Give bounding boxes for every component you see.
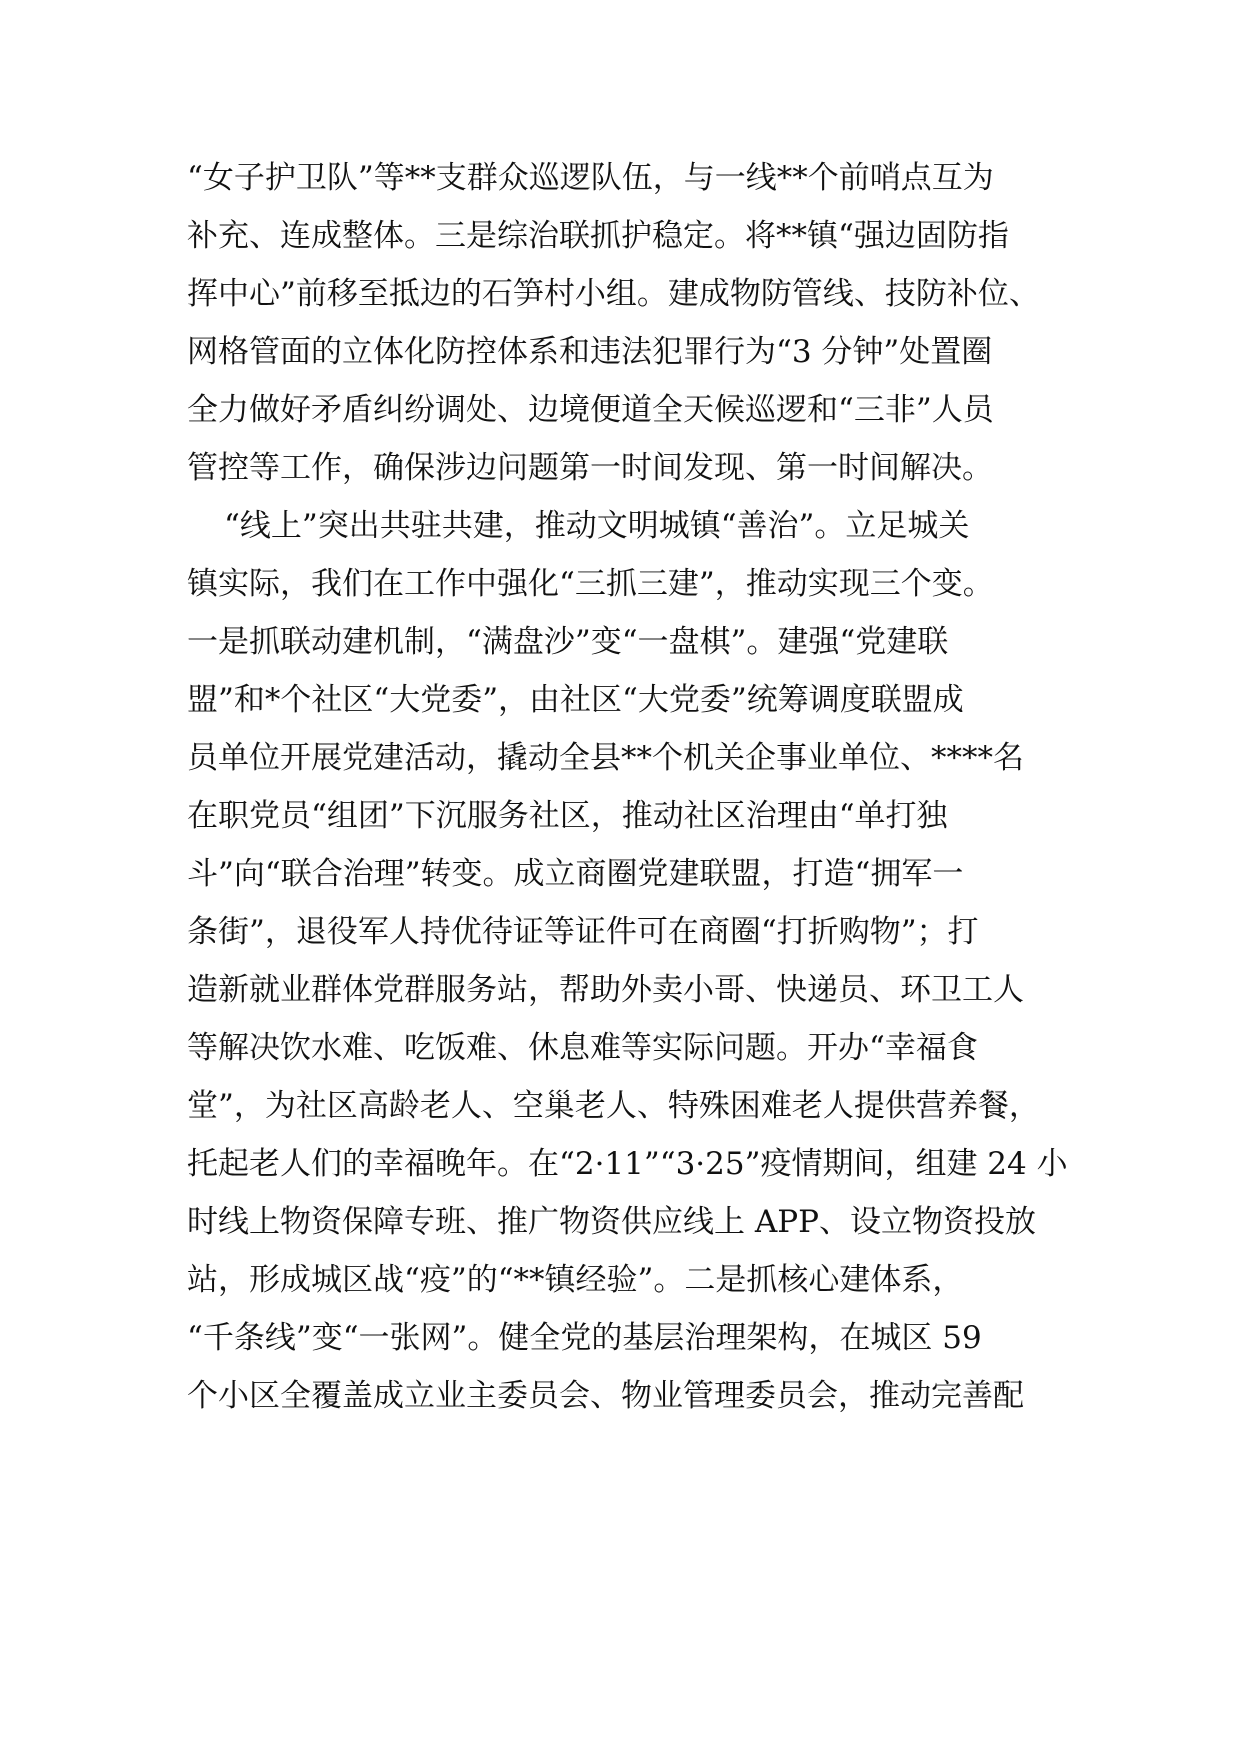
text-line: 网格管面的立体化防控体系和违法犯罪行为“3 分钟”处置圈 [187, 334, 993, 370]
text-line: 挥中心”前移至抵边的石笋村小组。建成物防管线、技防补位、 [187, 276, 1040, 312]
text-line: 一是抓联动建机制，“满盘沙”变“一盘棋”。建强“党建联 [187, 624, 949, 660]
text-line: 斗”向“联合治理”转变。成立商圈党建联盟，打造“拥军一 [187, 856, 964, 892]
text-line: 造新就业群体党群服务站，帮助外卖小哥、快递员、环卫工人 [187, 972, 1024, 1008]
text-line: 条街”，退役军人持优待证等证件可在商圈“打折购物”；打 [187, 914, 979, 950]
text-line: 托起老人们的幸福晚年。在“2·11”“3·25”疫情期间，组建 24 小 [187, 1146, 1068, 1182]
paragraph-first-line: “线上”突出共驻共建，推动文明城镇“善治”。立足城关 [224, 508, 970, 544]
text-line: 镇实际，我们在工作中强化“三抓三建”，推动实现三个变。 [187, 566, 994, 602]
text-line: “女子护卫队”等**支群众巡逻队伍，与一线**个前哨点互为 [187, 160, 994, 196]
text-line: 管控等工作，确保涉边问题第一时间发现、第一时间解决。 [187, 450, 993, 486]
text-line: “千条线”变“一张网”。健全党的基层治理架构，在城区 59 [187, 1320, 982, 1356]
text-line: 个小区全覆盖成立业主委员会、物业管理委员会，推动完善配 [187, 1378, 1024, 1414]
text-line: 等解决饮水难、吃饭难、休息难等实际问题。开办“幸福食 [187, 1030, 978, 1066]
text-line: 时线上物资保障专班、推广物资供应线上 APP、设立物资投放 [187, 1204, 1036, 1240]
text-line: 员单位开展党建活动，撬动全县**个机关企事业单位、****名 [187, 740, 1024, 776]
text-line: 站，形成城区战“疫”的“**镇经验”。二是抓核心建体系， [187, 1262, 964, 1298]
text-line: 盟”和*个社区“大党委”，由社区“大党委”统筹调度联盟成 [187, 682, 964, 718]
text-line: 堂”，为社区高龄老人、空巢老人、特殊困难老人提供营养餐， [187, 1088, 1040, 1124]
text-line: 在职党员“组团”下沉服务社区，推动社区治理由“单打独 [187, 798, 948, 834]
text-line: 全力做好矛盾纠纷调处、边境便道全天候巡逻和“三非”人员 [187, 392, 994, 428]
text-line: 补充、连成整体。三是综治联抓护稳定。将**镇“强边固防指 [187, 218, 1009, 254]
